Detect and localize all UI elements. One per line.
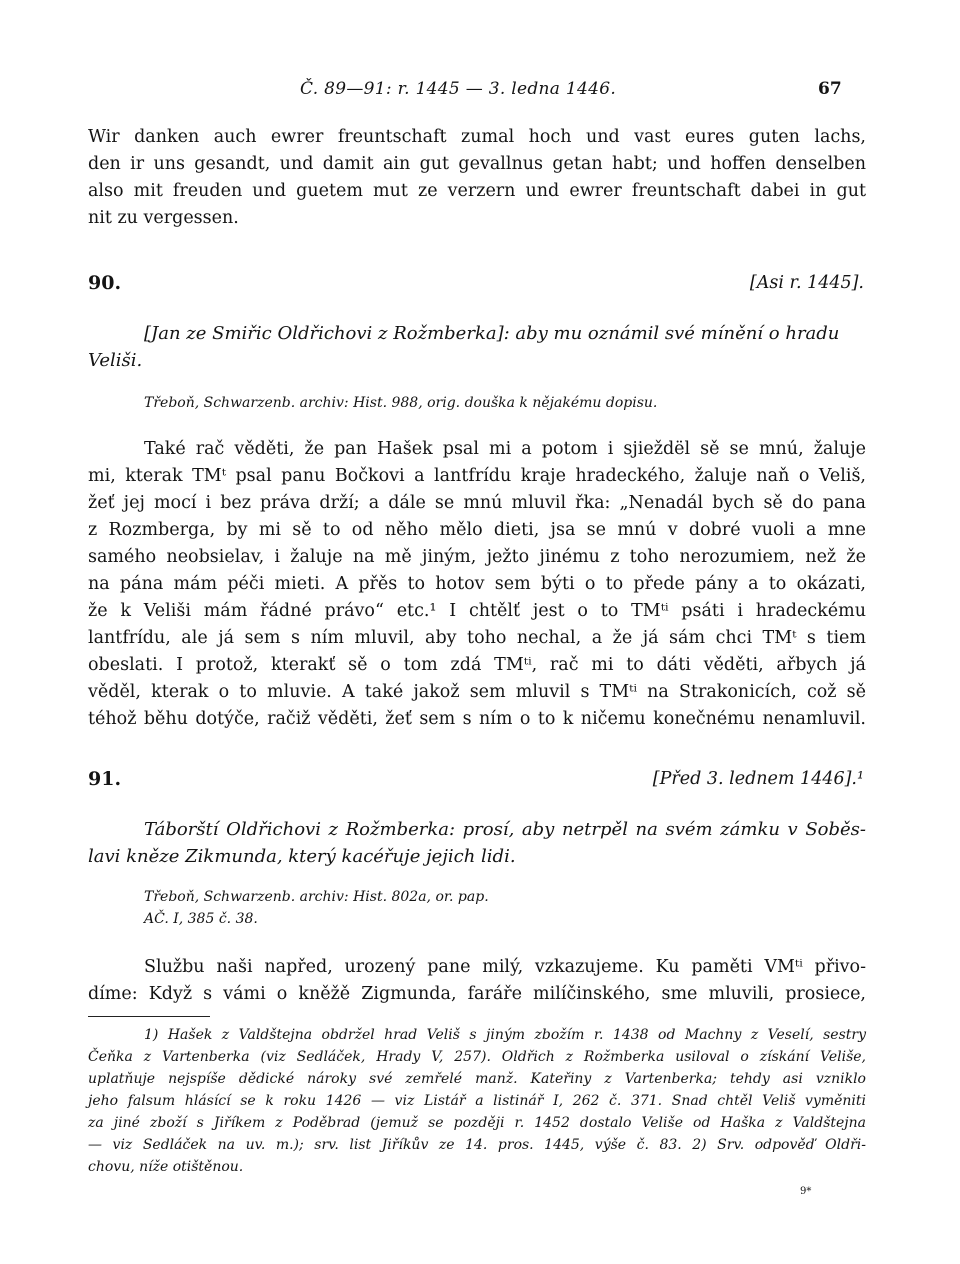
text-line: žeť jej mocí i bez práva drží; a dále se mnú mluvil řka: „Nenadál bych sě do pana (88, 493, 866, 513)
document-text-91 (88, 954, 866, 1008)
regest-line: Táborští Oldřichovi z Rožmberka: prosí, aby netrpěl na svém zámku v Soběs- (144, 819, 866, 840)
regest-line: lavi kněze Zikmunda, který kacéřuje jejich lidi. (88, 846, 516, 867)
footnotes (88, 1024, 866, 1178)
text-line: že k Veliši mám řádné právo“ etc.¹ I chtělť jest o to TMᵗⁱ psáti i hradeckému (88, 601, 866, 621)
text-line: z Rozmberga, by mi sě to od něho mělo dieti, jsa se mnú v dobré vuoli a mne (88, 520, 866, 540)
text-line: lantfrídu, ale já sem s ním mluvil, aby toho nechal, a že já sám chci TMᵗ s tiem (88, 628, 866, 648)
text-line: na pána mám péči mieti. A přěs to hotov sem býti o to přede pány a to okázati, (88, 574, 866, 594)
footnote-separator (88, 1016, 210, 1017)
source-note-91 (144, 886, 489, 930)
text-line: věděl, kterak o to mluvie. A také jakož sem mluvil s TMᵗⁱ na Strakonicích, což sě (88, 682, 866, 702)
text-line: also mit freuden und guetem mut ze verzern und ewrer freuntschaft dabei in gut (88, 181, 866, 201)
text-line: Wir danken auch ewrer freuntschaft zumal hoch und vast eures guten lachs, (88, 127, 866, 147)
regest-91 (88, 816, 866, 870)
page-number: 67 (818, 79, 842, 99)
text-line: samého neobsielav, i žaluje na mě jiným, ježto jinému z toho nerozumiem, než že (88, 547, 866, 567)
regest-90 (88, 320, 866, 374)
source-line: AČ. I, 385 č. 38. (144, 911, 258, 927)
running-header-title: Č. 89—91: r. 1445 — 3. ledna 1446. (300, 79, 617, 99)
footnote-line: uplatňuje nejspíše dědické nároky své zemřelé manž. Kateřiny z Vartenberka; tehdy asi vzniklo (88, 1071, 866, 1087)
text-line: Službu naši napřed, urozený pane milý, vzkazujeme. Ku paměti VMᵗⁱ přivo- (144, 957, 866, 977)
signature-mark: 9* (800, 1186, 812, 1197)
text-line: obeslati. I protož, kterakť sě o tom zdá TMᵗⁱ, rač mi to dáti věděti, ařbych já (88, 655, 866, 675)
footnote-line: 1) Hašek z Valdštejna obdržel hrad Veliš s jiným zbožím r. 1438 od Machny z Veselí, sestry (144, 1027, 866, 1043)
document-dating-91: [Před 3. lednem 1446].¹ (652, 769, 864, 789)
document-number-91: 91. (88, 768, 122, 790)
text-line: mi, kterak TMᵗ psal panu Bočkovi a lantfrídu kraje hradeckého, žaluje naň o Veliš, (88, 466, 866, 486)
text-line: téhož běhu dotýče, račiž věděti, žeť sem s ním o to k ničemu konečnému nenamluvil. (88, 709, 866, 729)
text-line: Také rač věděti, že pan Hašek psal mi a potom i sjieždël sě se mnú, žaluje (144, 439, 866, 459)
regest-line: [Jan ze Smiřic Oldřichovi z Rožmberka]: aby mu oznámil své mínění o hradu (144, 323, 840, 344)
regest-line: Veliši. (88, 350, 143, 371)
text-line: díme: Když s vámi o kněžě Zigmunda, faráře milíčinského, sme mluvili, prosiece, (88, 984, 866, 1004)
source-note-90: Třeboň, Schwarzenb. archiv: Hist. 988, orig. douška k nějakému dopisu. (144, 395, 658, 411)
footnote-line: chovu, níže otištěnou. (88, 1159, 244, 1175)
document-dating-90: [Asi r. 1445]. (749, 273, 864, 293)
document-number-90: 90. (88, 272, 122, 294)
text-line: den ir uns gesandt, und damit ain gut gevallnus getan habt; und hoffen denselben (88, 154, 866, 174)
footnote-line: jeho falsum hlásící se k roku 1426 — viz Listář a listinář I, 262 č. 371. Snad chtěl Veliš vyměniti (88, 1093, 866, 1109)
footnote-line: za jiné zboží s Jiříkem z Poděbrad (jemuž se později r. 1452 dostalo Veliše od Haška z Valdštejna (88, 1115, 866, 1131)
text-line: nit zu vergessen. (88, 208, 239, 228)
intro-paragraph (88, 124, 866, 232)
footnote-line: Čeňka z Vartenberka (viz Sedláček, Hrady V, 257). Oldřich z Rožmberka usiloval o získání Veliše, (88, 1049, 866, 1065)
document-text-90 (88, 436, 866, 733)
source-line: Třeboň, Schwarzenb. archiv: Hist. 802a, or. pap. (144, 889, 489, 905)
footnote-line: — viz Sedláček na uv. m.); srv. list Jiříkův ze 14. pros. 1445, výše č. 83. 2) Srv. odpověď Oldři- (88, 1137, 866, 1153)
